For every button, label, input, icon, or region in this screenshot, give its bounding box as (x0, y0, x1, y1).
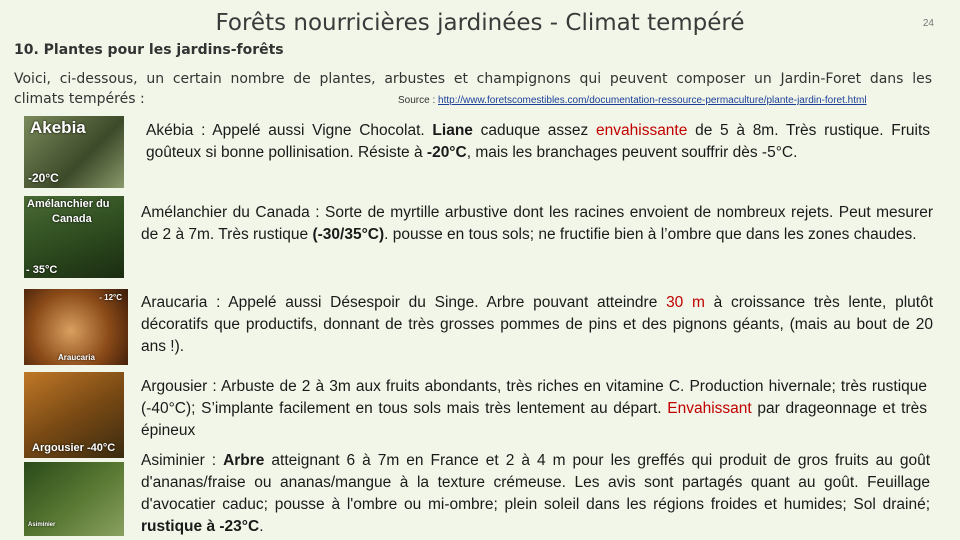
araucaria-photo (24, 289, 128, 365)
text: . pousse en tous sols; ne fructifie bien à l’ombre que dans les zones chaudes. (384, 226, 917, 243)
text: par drageonnage et très épineux (141, 400, 927, 439)
amelanchier-photo (24, 196, 124, 278)
text: Asiminier : (141, 452, 224, 469)
text: Argousier : Arbuste de 2 à 3m aux fruits abondants, très riches en vitamine C. Production hivernale; très rustique (-40°C); S’implante facilement en tous sols mais très lentement au départ. (141, 378, 927, 417)
akebia-photo-label: Akebia (30, 118, 86, 137)
text: . (259, 518, 264, 535)
amelanchier-photo-label-1: Amélanchier du (27, 198, 110, 210)
asiminier-photo (24, 462, 124, 536)
text: Akébia : Appelé aussi Vigne Chocolat. (146, 122, 433, 139)
text: , mais les branchages peuvent souffrir dès -5°C. (466, 144, 798, 161)
text: à croissance très lente, plutôt décoratifs que productifs, donnant de très grosses pommes de pins et des pignons géants, (mais au bout de 20 ans !). (141, 294, 933, 355)
source-label: Source : (398, 95, 439, 106)
entry-asiminier (141, 450, 930, 538)
amelanchier-photo-temp: - 35°C (26, 264, 58, 276)
text-bold: -20°C (426, 144, 467, 161)
araucaria-photo-temp: - 12°C (99, 293, 122, 302)
asiminier-photo-label: Asiminier (28, 522, 56, 528)
intro-line-2: climats tempérés : (14, 91, 145, 107)
text-highlight: 30 m (666, 294, 705, 311)
text: de 5 à 8m. Très rustique. Fruits goûteux si bonne pollinisation. Résiste à (146, 122, 931, 161)
text: Araucaria : Appelé aussi Désespoir du Singe. Arbre pouvant atteindre (141, 294, 667, 311)
source-citation (398, 95, 867, 106)
section-heading: 10. Plantes pour les jardins-forêts (14, 42, 284, 58)
amelanchier-photo-label-2: Canada (52, 213, 92, 225)
text-highlight: Envahissant (667, 400, 752, 417)
intro-line-1: Voici, ci-dessous, un certain nombre de plantes, arbustes et champignons qui peuvent composer un Jardin-Foret dans les (14, 71, 932, 87)
text: caduque assez (472, 122, 597, 139)
text-bold: Liane (432, 122, 473, 139)
slide-title: Forêts nourricières jardinées - Climat tempéré (215, 10, 745, 36)
text-highlight: envahissante (596, 122, 688, 139)
entry-amelanchier (141, 202, 933, 246)
text-bold: (-30/35°C) (312, 226, 385, 243)
akebia-photo-temp: -20°C (28, 171, 59, 185)
entry-akebia (146, 120, 930, 164)
page-number: 24 (922, 18, 934, 29)
entry-araucaria (141, 292, 933, 358)
source-link[interactable]: http://www.foretscomestibles.com/documentation-ressource-permaculture/plante-jardin-foret.html (438, 95, 867, 106)
argousier-photo-label: Argousier -40°C (32, 442, 116, 454)
text-bold: Arbre (223, 452, 265, 469)
text: atteignant 6 à 7m en France et 2 à 4 m pour les greffés qui produit de gros fruits au goût d'ananas/fraise ou ananas/mangue à la texture crémeuse. Les avis sont partagés quant au goût. Feuillage d'avocatier caduc; pousse à l'ombre ou mi-ombre; plein soleil dans les régions froides et humides; Sol drainé; (141, 452, 930, 513)
text-bold: rustique à -23°C (141, 518, 260, 535)
argousier-photo (24, 372, 124, 458)
akebia-photo (24, 116, 124, 188)
entry-argousier (141, 376, 927, 442)
text: Amélanchier du Canada : Sorte de myrtille arbustive dont les racines envoient de nombreux rejets. Peut mesurer de 2 à 7m. Très rustique (141, 204, 933, 243)
araucaria-photo-label: Araucaria (58, 353, 95, 362)
